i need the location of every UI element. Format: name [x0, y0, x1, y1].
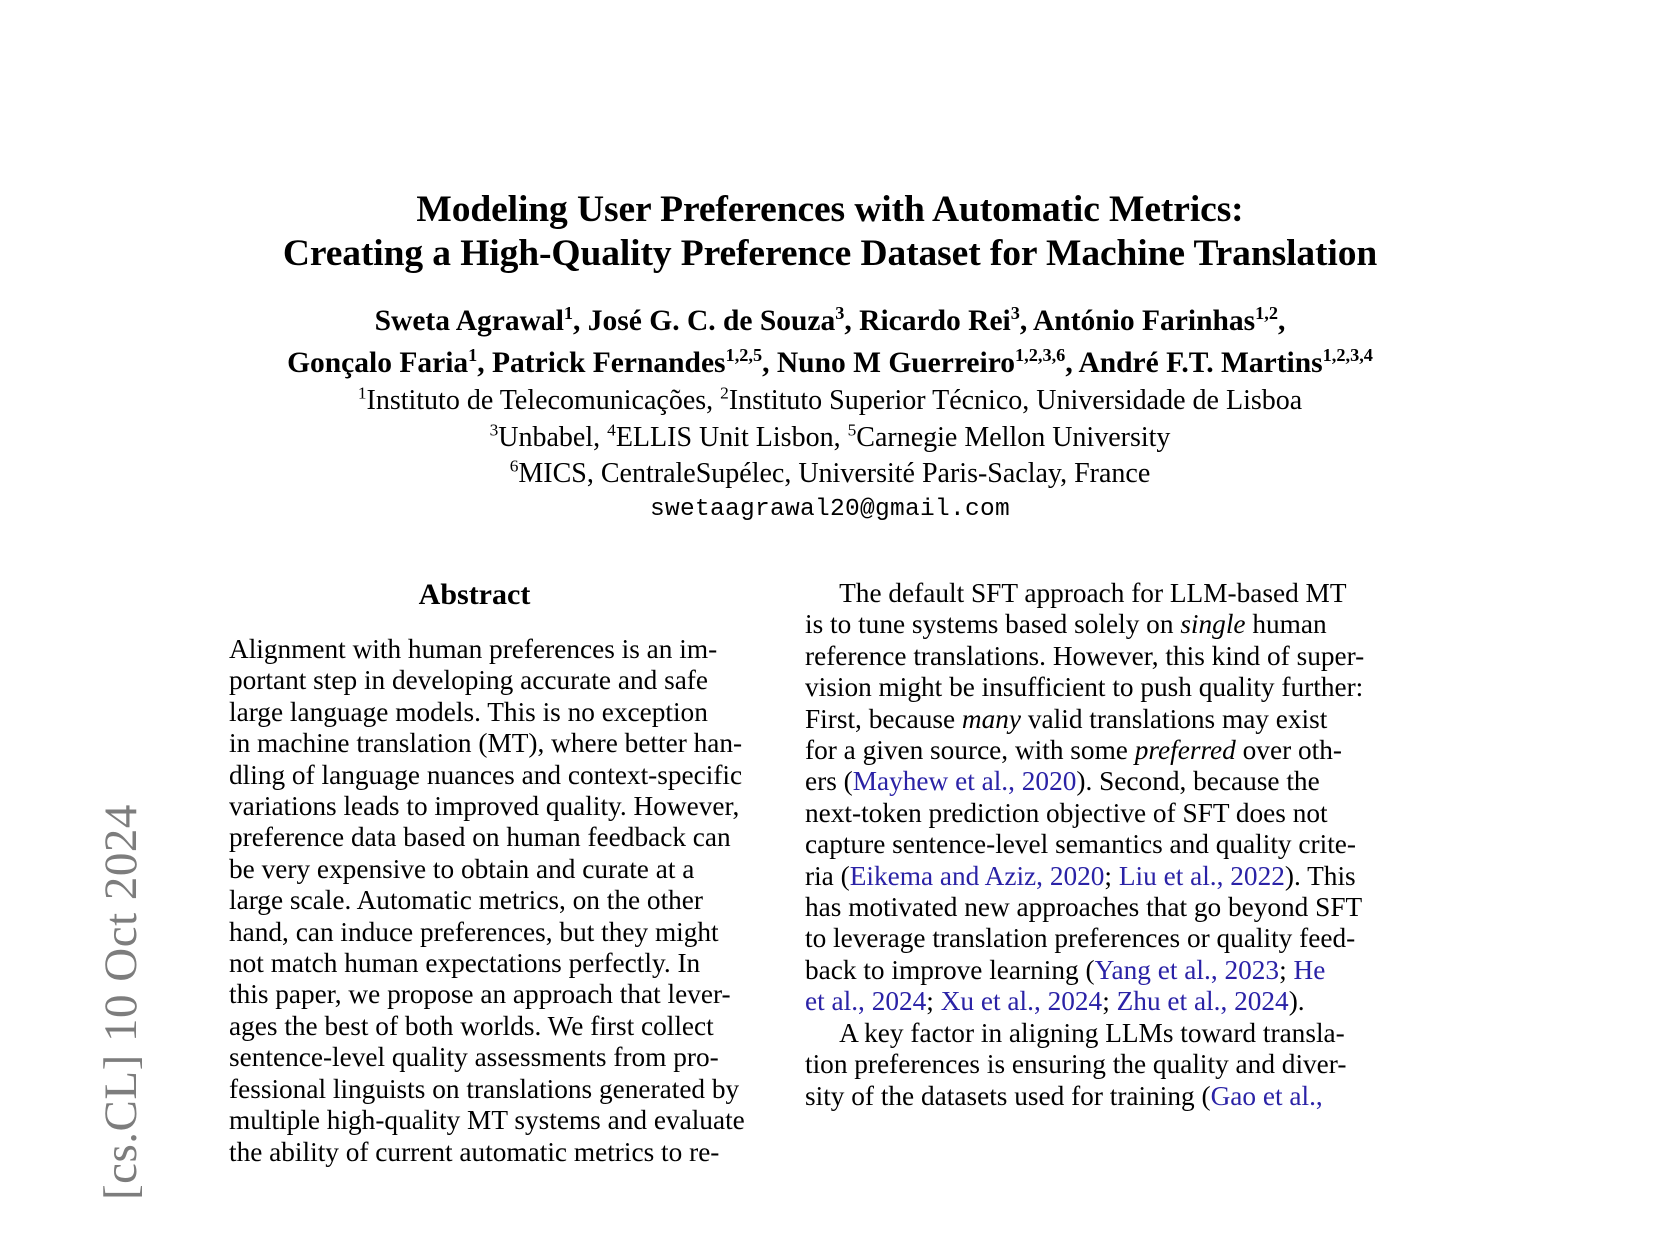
abstract-text-line: ages the best of both worlds. We first collect — [229, 1010, 714, 1041]
affiliation-name: MICS, CentraleSupélec, Université Paris-Saclay, France — [518, 458, 1151, 489]
body-text-line — [805, 609, 1383, 640]
affiliation-name: ELLIS Unit Lisbon, — [615, 421, 841, 453]
affiliation-line-1 — [150, 383, 1510, 420]
page-title — [180, 188, 1480, 276]
citation-link[interactable]: Xu et al., 2024 — [940, 986, 1103, 1017]
title-line-2: Creating a High-Quality Preference Dataset for Machine Translation — [282, 233, 1378, 274]
body-text-run: has motivated new approaches that go beyond SFT — [805, 892, 1363, 923]
body-text-run: ). — [1288, 986, 1305, 1017]
author-affiliation-marker: 1,2,5 — [725, 345, 763, 366]
affiliation-list — [150, 383, 1510, 493]
abstract-text-line: large scale. Automatic metrics, on the other — [229, 885, 704, 916]
body-text-run: ; — [1102, 986, 1117, 1017]
body-text-line — [805, 766, 1383, 797]
body-text-run: ers ( — [805, 766, 853, 797]
author-affiliation-marker: 1,2,3,4 — [1322, 345, 1373, 366]
abstract-text-line: this paper, we propose an approach that lever- — [229, 979, 731, 1010]
abstract-text-line: hand, can induce preferences, but they might — [229, 916, 719, 947]
author-name: Patrick Fernandes — [492, 347, 726, 379]
affiliation-marker: 1 — [357, 383, 367, 403]
citation-link[interactable]: Liu et al., 2022 — [1118, 860, 1285, 891]
citation-link[interactable]: Zhu et al., 2024 — [1116, 986, 1289, 1017]
body-text-line — [805, 704, 1383, 735]
abstract-text-line: portant step in developing accurate and safe — [229, 665, 709, 696]
affiliation-name: Unbabel, — [498, 421, 601, 453]
body-text-run: reference translations. However, this kind of super- — [805, 640, 1365, 671]
body-text-run: vision might be insufficient to push quality further: — [805, 672, 1364, 703]
author-name: António Farinhas — [1033, 305, 1256, 337]
body-text-line — [805, 955, 1383, 986]
abstract-text-line: large language models. This is no exception — [229, 696, 708, 727]
intro-paragraph-2 — [805, 1018, 1383, 1112]
body-text-line — [805, 798, 1383, 829]
intro-paragraph-1 — [805, 578, 1383, 1018]
body-text-run: valid translations may exist — [1021, 703, 1328, 734]
abstract-text-line: the ability of current automatic metrics to re- — [229, 1136, 720, 1167]
emphasis-text: many — [961, 703, 1022, 734]
body-text-line — [805, 861, 1383, 892]
body-text-run: ). Second, because the — [1076, 766, 1320, 797]
body-text-line — [805, 923, 1383, 954]
body-text-run: A key factor in aligning LLMs toward transla- — [805, 1017, 1345, 1048]
affiliation-name: Carnegie Mellon University — [856, 421, 1171, 453]
body-text-line — [805, 829, 1383, 860]
body-text-line — [805, 641, 1383, 672]
left-column — [229, 578, 745, 1168]
author-name: Nuno M Guerreiro — [776, 347, 1016, 379]
body-text-line — [805, 986, 1383, 1017]
body-text-run: The default SFT approach for LLM-based MT — [805, 578, 1347, 608]
abstract-text-line: variations leads to improved quality. However, — [229, 791, 740, 822]
abstract-body — [229, 634, 745, 1168]
author-affiliation-marker: 1 — [563, 303, 574, 324]
affiliation-name: Instituto Superior Técnico, Universidade de Lisboa — [728, 385, 1303, 416]
author-name: Sweta Agrawal — [374, 305, 564, 337]
body-text-run: for a given source, with some — [805, 735, 1135, 766]
body-text-line — [805, 892, 1383, 923]
abstract-heading: Abstract — [418, 578, 531, 611]
affiliation-marker: 6 — [509, 456, 519, 476]
body-text-line — [805, 1049, 1383, 1080]
author-affiliation-marker: 3 — [1010, 303, 1020, 324]
affiliation-marker: 2 — [720, 383, 729, 403]
abstract-text-line: multiple high-quality MT systems and evaluate — [229, 1105, 745, 1136]
body-text-run: First, because — [805, 703, 962, 734]
body-text-run: tion preferences is ensuring the quality and diver- — [805, 1049, 1347, 1080]
citation-link[interactable]: Yang et al., 2023 — [1094, 954, 1280, 985]
citation-link[interactable]: Mayhew et al., 2020 — [852, 766, 1077, 797]
author-name: Ricardo Rei — [859, 305, 1011, 337]
affiliation-line-3 — [150, 456, 1510, 493]
author-affiliation-marker: 1,2,3,6 — [1015, 345, 1066, 366]
body-text-run: ; — [1279, 954, 1294, 985]
author-name: Gonçalo Faria — [287, 347, 469, 379]
body-text-run: ). This — [1284, 860, 1356, 891]
author-line-2: Gonçalo Faria$^1$, Patrick Fernandes$^{1,2,5}$, Nuno M Guerreiro$^{1,2,3,6}$, André F.T. Martins$^{1,2,3,4}$ — [287, 345, 1373, 379]
body-text-run: ; — [926, 986, 941, 1017]
affiliation-name: Instituto de Telecomunicações, — [366, 385, 714, 416]
emphasis-text: single — [1180, 609, 1246, 640]
arxiv-identifier-stamp: [cs.CL] 10 Oct 2024 — [95, 804, 147, 1200]
right-column — [805, 578, 1383, 1112]
body-text-run: over oth- — [1235, 735, 1342, 766]
body-text-line — [805, 672, 1383, 703]
title-line-1: Modeling User Preferences with Automatic Metrics: — [416, 189, 1244, 230]
citation-link[interactable]: Eikema and Aziz, 2020 — [849, 860, 1105, 891]
affiliation-marker: 3 — [489, 420, 499, 440]
body-text-run: is to tune systems based solely on — [805, 609, 1181, 640]
emphasis-text: preferred — [1134, 735, 1236, 766]
body-text-line — [805, 735, 1383, 766]
abstract-text-line: sentence-level quality assessments from pro- — [229, 1042, 719, 1073]
abstract-text-line: in machine translation (MT), where better han- — [229, 728, 743, 759]
body-text-run: sity of the datasets used for training ( — [805, 1080, 1211, 1111]
contact-email[interactable]: swetaagrawal20@gmail.com — [649, 496, 1011, 523]
body-text-run: ; — [1104, 860, 1119, 891]
author-affiliation-marker: 1 — [468, 345, 478, 366]
author-affiliation-marker: 3 — [835, 303, 845, 324]
abstract-text-line: Alignment with human preferences is an im- — [229, 634, 718, 664]
body-text-line — [805, 1018, 1383, 1049]
affiliation-marker: 5 — [847, 420, 857, 440]
author-list — [150, 300, 1510, 384]
body-text-run: next-token prediction objective of SFT does not — [805, 797, 1328, 828]
affiliation-line-2 — [150, 420, 1510, 457]
abstract-text-line: not match human expectations perfectly. In — [229, 948, 701, 979]
body-text-line — [805, 1081, 1383, 1112]
author-affiliation-marker: 1,2 — [1255, 303, 1278, 324]
citation-link[interactable]: et al., 2024 — [805, 986, 927, 1017]
body-text-run: capture sentence-level semantics and quality crite- — [805, 829, 1356, 860]
affiliation-marker: 4 — [607, 420, 616, 440]
body-text-run: back to improve learning ( — [805, 954, 1095, 985]
abstract-text-line: dling of language nuances and context-specific — [229, 759, 743, 790]
abstract-text-line: be very expensive to obtain and curate at a — [229, 853, 695, 884]
author-name: José G. C. de Souza — [587, 305, 836, 337]
body-text-line — [805, 578, 1383, 609]
abstract-text-line: preference data based on human feedback can — [229, 822, 731, 853]
citation-link[interactable]: Gao et al., — [1210, 1080, 1323, 1111]
author-line-1: Sweta Agrawal$^1$, José G. C. de Souza$^3$, Ricardo Rei$^3$, António Farinhas$^{1,2}$, — [374, 303, 1286, 337]
body-text-run: to leverage translation preferences or quality feed- — [805, 923, 1356, 954]
body-text-run: human — [1245, 609, 1327, 640]
body-text-run: ria ( — [805, 860, 850, 891]
author-name: André F.T. Martins — [1078, 347, 1323, 379]
citation-link[interactable]: He — [1293, 954, 1326, 985]
abstract-text-line: fessional linguists on translations generated by — [229, 1073, 740, 1104]
